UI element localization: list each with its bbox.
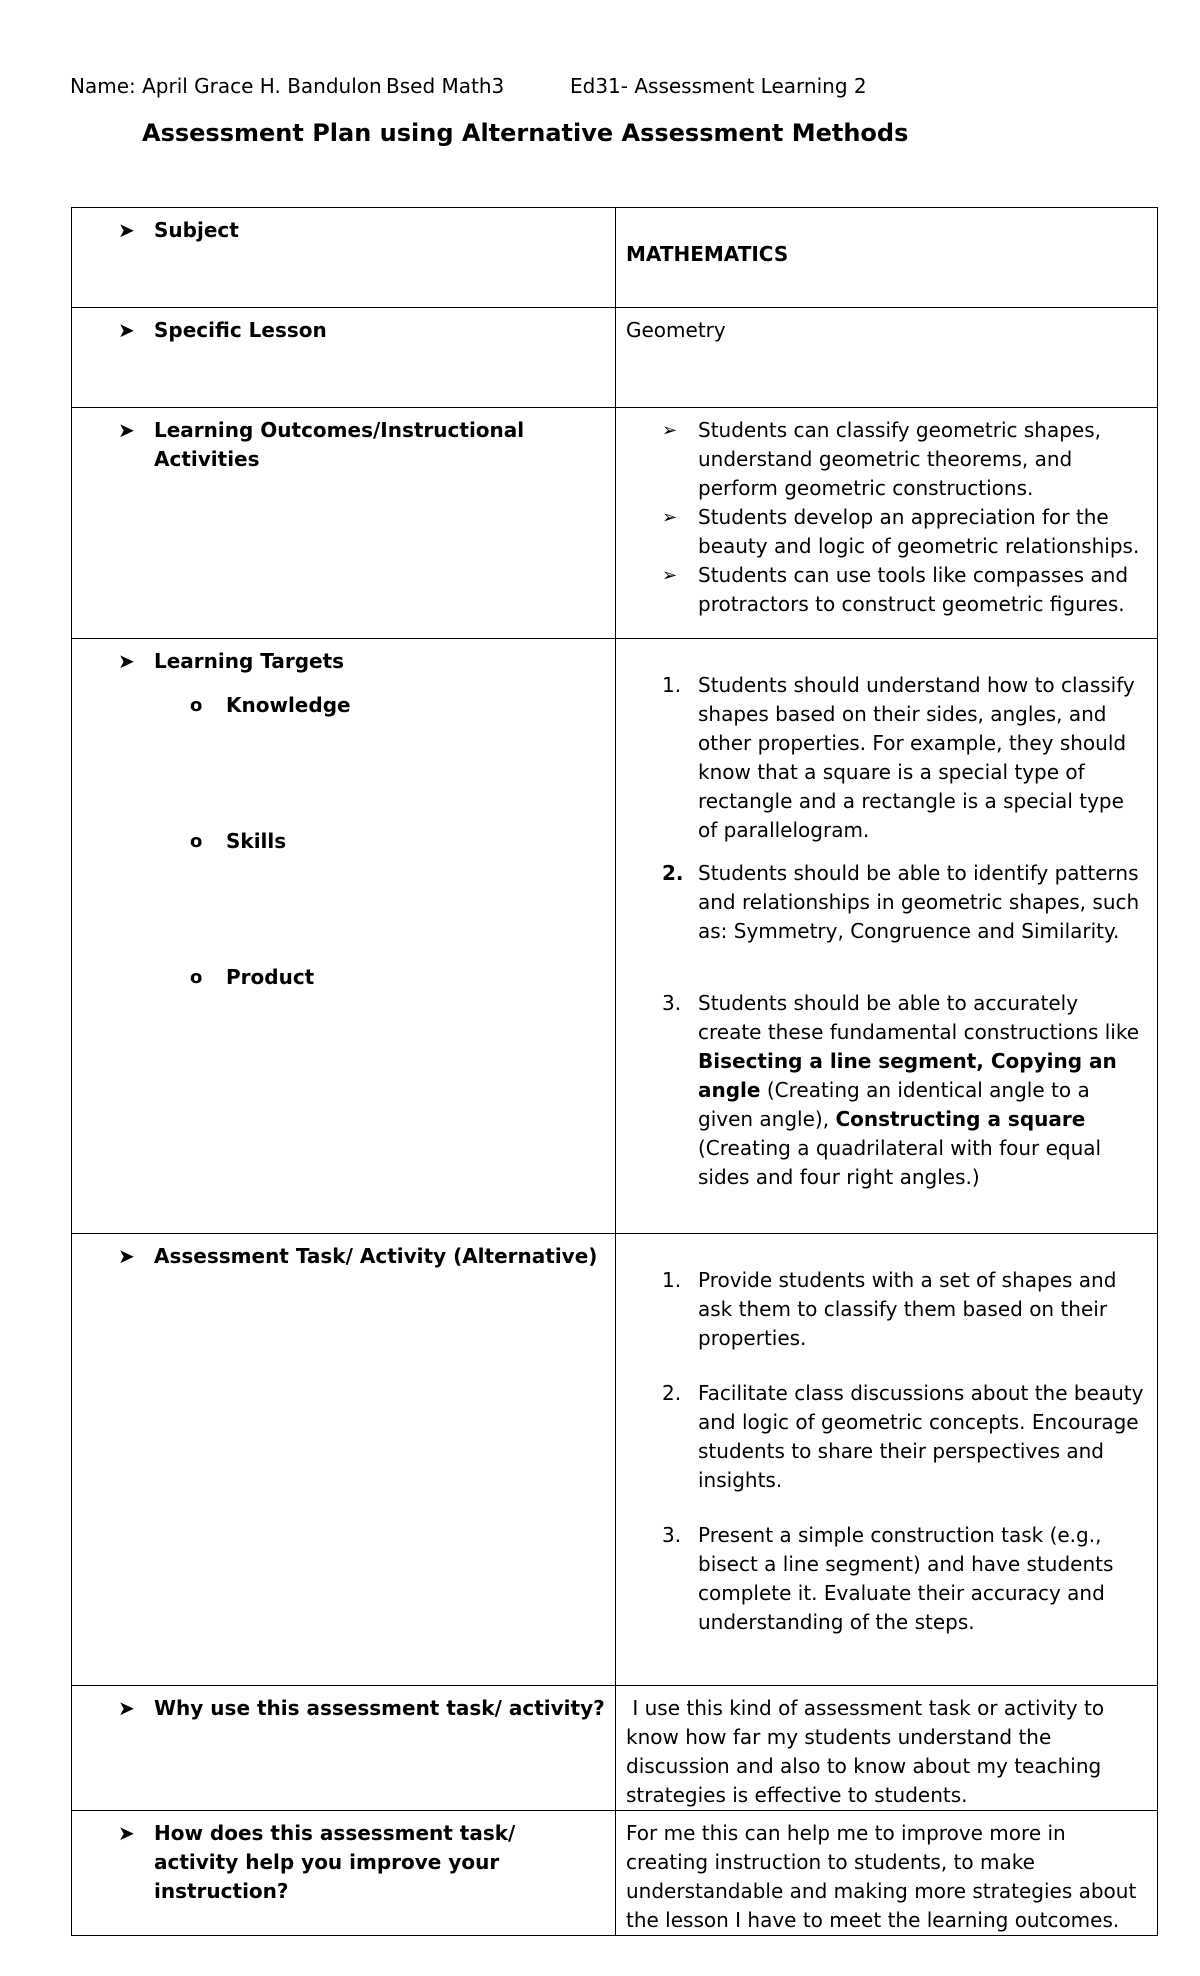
table-row-how: [72, 1811, 1158, 1936]
table-row-subject: [72, 208, 1158, 308]
row-label: Learning Targets: [154, 649, 345, 673]
page-title: Assessment Plan using Alternative Assessment Methods: [142, 119, 909, 147]
row-label: Why use this assessment task/ activity?: [154, 1696, 605, 1720]
arrowhead-bullet-icon: ➤: [118, 1244, 135, 1268]
list-item: 1. Provide students with a set of shapes and ask them to classify them based on their properties.: [662, 1268, 1117, 1350]
arrowhead-bullet-icon: ➤: [118, 418, 135, 442]
target-product-label: Product: [226, 965, 315, 989]
table-row-learning-targets: [72, 639, 1158, 1234]
arrowhead-bullet-icon: ➤: [118, 1696, 135, 1720]
list-item: 3. Present a simple construction task (e.g., bisect a line segment) and have students complete it. Evaluate their accuracy and understanding of the steps.: [662, 1523, 1114, 1634]
row-label: How does this assessment task/ activity help you improve your instruction?: [154, 1821, 516, 1903]
targets-list: [616, 639, 1157, 1192]
row-value: MATHEMATICS: [626, 242, 789, 266]
arrowhead-bullet-icon: ➤: [118, 318, 135, 342]
table-row-why: [72, 1686, 1158, 1811]
document-header: [70, 74, 867, 98]
tasks-list: [616, 1234, 1157, 1637]
row-label: Specific Lesson: [154, 318, 327, 342]
outcomes-list: [616, 408, 1157, 619]
outline-arrowhead-bullet-icon: ➢: [662, 507, 678, 528]
list-item: 2. Students should be able to identify patterns and relationships in geometric shapes, such as: Symmetry, Congruence and Similarity.: [662, 861, 1140, 943]
row-value: For me this can help me to improve more in creating instruction to students, to make understandable and making more strategies about the lesson I have to meet the learning outcomes.: [626, 1821, 1137, 1932]
row-value: Geometry: [626, 318, 726, 342]
row-label: Learning Outcomes/Instructional Activities: [154, 418, 525, 471]
table-row-specific-lesson: [72, 308, 1158, 408]
list-item: 2. Facilitate class discussions about the beauty and logic of geometric concepts. Encourage students to share their perspectives and insights.: [662, 1381, 1144, 1492]
list-item: 1. Students should understand how to classify shapes based on their sides, angles, and other properties. For example, they should know that a square is a special type of rectangle and a rectangle is a special type of parallelogram.: [662, 673, 1135, 842]
student-name: Name: April Grace H. Bandulon: [70, 74, 382, 98]
row-label: Subject: [154, 218, 239, 242]
row-label: Assessment Task/ Activity (Alternative): [154, 1244, 598, 1268]
table-row-learning-outcomes: [72, 408, 1158, 639]
arrowhead-bullet-icon: ➤: [118, 649, 135, 673]
hollow-circle-bullet-icon: o: [190, 695, 203, 716]
hollow-circle-bullet-icon: o: [190, 831, 203, 852]
assessment-plan-table: [71, 207, 1158, 1936]
list-item: ➢ Students can use tools like compasses and protractors to construct geometric figures.: [662, 563, 1129, 616]
outline-arrowhead-bullet-icon: ➢: [662, 420, 678, 441]
arrowhead-bullet-icon: ➤: [118, 218, 135, 242]
target-skills-label: Skills: [226, 829, 287, 853]
subject-code: Ed31- Assessment Learning 2: [570, 74, 867, 98]
table-row-assessment-task: [72, 1234, 1158, 1686]
list-item: ➢ Students can classify geometric shapes, understand geometric theorems, and perform geometric constructions.: [662, 418, 1102, 500]
course: Bsed Math3: [386, 74, 505, 98]
row-value: I use this kind of assessment task or activity to know how far my students understand the discussion and also to know about my teaching strategies is effective to students.: [626, 1696, 1111, 1807]
outline-arrowhead-bullet-icon: ➢: [662, 565, 678, 586]
target-knowledge-label: Knowledge: [226, 693, 351, 717]
arrowhead-bullet-icon: ➤: [118, 1821, 135, 1845]
list-item: 3. Students should be able to accurately create these fundamental constructions like Bisecting a line segment, Copying an angle (Creating an identical angle to a given angle), Constructing a square (Creating a quadrilateral with four equal sides and four right angles.): [662, 991, 1140, 1189]
hollow-circle-bullet-icon: o: [190, 967, 203, 988]
list-item: ➢ Students develop an appreciation for the beauty and logic of geometric relationships.: [662, 505, 1140, 558]
